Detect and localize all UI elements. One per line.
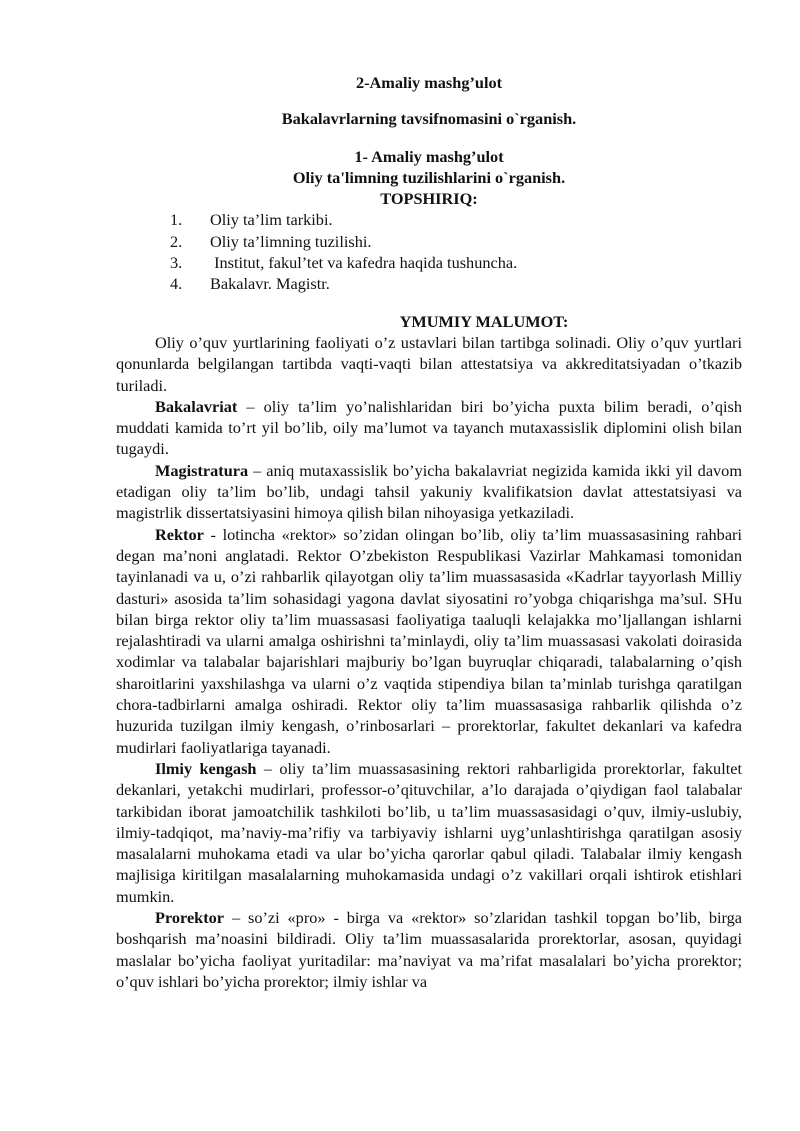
list-item — [116, 231, 742, 252]
lesson-topic: Oliy ta'limning tuzilishlarini o`rganish. — [292, 167, 566, 187]
term: Prorektor — [155, 907, 225, 927]
paragraph-ilmiy-kengash — [116, 758, 742, 907]
task-heading: TOPSHIRIQ: — [380, 189, 478, 209]
document-page — [116, 72, 742, 992]
paragraph-prorektor — [116, 907, 742, 992]
definition: – oliy ta’lim muassasasining rektori rahbarligida prorektorlar, fakultet dekanlari, yetakchi mudirlari, professor-o’qituvchilar, a’lo darajada o’qiydigan faol talabalar tarkibidan iborat jamoatchilik tashkiloti bo’lib, u ta’lim muassasasidagi o’quv, ilmiy-uslubiy, ilmiy-tadqiqot, ma’naviy-ma’rifiy va tarbiyaviy ishlarni uyg’unlashtirishga qaratilgan asosiy masalalarni muhokama etadi va ular bo’yicha qarorlar qabul qiladi. Talabalar ilmiy kengash majlisiga kiritilgan masalalarning muhokamasida undagi o’z vakillari orqali ishtirok etishlari mumkin. — [116, 758, 742, 906]
list-text: Institut, fakul’tet va kafedra haqida tushuncha. — [210, 253, 518, 273]
definition: – so’zi «pro» - birga va «rektor» so’zlaridan tashkil topgan bo’lib, birga boshqarish ma’noasini bildiradi. Oliy ta’lim muassasalarida prorektorlar, asosan, quyidagi maslalar bo’yicha faoliyat yuritadilar: ma’naviyat va ma’rifat masalalari bo’yicha prorektor; o’quv ishlari bo’yicha prorektor; ilmiy ishlar va — [116, 907, 742, 991]
task-list — [116, 209, 742, 294]
paragraph-magistratura — [116, 460, 742, 524]
definition: – aniq mutaxassislik bo’yicha bakalavriat negizida kamida ikki yil davom etadigan oliy ta’lim bo’lib, undagi tahsil yakuniy kvalifikatsion davlat attestatsiyasi va magistrlik dissertatsiyasini himoya qilish bilan nihoyasiga yetkaziladi. — [116, 460, 742, 523]
list-number: 1. — [170, 210, 183, 230]
term: Magistratura — [155, 460, 249, 480]
page-subtitle: Bakalavrlarning tavsifnomasini o`rganish. — [281, 109, 577, 129]
term: Ilmiy kengash — [155, 758, 257, 778]
section-heading: YMUMIY MALUMOT: — [399, 311, 569, 331]
list-text: Oliy ta’limning tuzilishi. — [210, 231, 372, 251]
paragraph-bakalavriat — [116, 396, 742, 460]
term: Rektor — [155, 524, 204, 544]
list-number: 2. — [170, 231, 183, 251]
list-item — [116, 252, 742, 273]
definition: - lotincha «rektor» so’zidan olingan bo’lib, oliy ta’lim muassasasining rahbari degan ma’noni anglatadi. Rektor O’zbekiston Respublikasi Vazirlar Mahkamasi tomonidan tayinlanadi va u, o’zi rahbarlik qilayotgan oliy ta’lim muassasasida «Kadrlar tayyorlash Milliy dasturi» asosida ta’lim sohasidagi yagona davlat siyosatini ro’yobga chiqarishga ma’sul. SHu bilan birga rektor oliy ta’lim muassasasi faoliyatiga taaluqli kelajakka mo’ljallangan ishlarni rejalashtiradi va ularni amalga oshirishni ta’minlaydi, oliy ta’lim muassasasi vakolati doirasida xodimlar va talabalar bajarishlari majburiy bo’lgan buyruqlar chiqaradi, talabalarning o’qish sharoitlarini yaxshilashga va ularni o’z vaqtida stipendiya bilan ta’minlab turishga qaratilgan chora-tadbirlarni amalga oshiradi. Rektor oliy ta’lim muassasasiga rahbarlik qilishda o’z huzurida tuzilgan ilmiy kengash, o’rinbosarlari – prorektorlar, fakultet dekanlari va kafedra mudirlari faoliyatlariga tayanadi. — [116, 524, 742, 757]
list-item — [116, 273, 742, 294]
definition: – oliy ta’lim yo’nalishlaridan biri bo’yicha puxta bilim beradi, o’qish muddati kamida to’rt yil bo’lib, oily ma’lumot va tayanch mutaxassislik diplomini olish bilan tugaydi. — [116, 396, 742, 459]
intro-paragraph: Oliy o’quv yurtlarining faoliyati o’z ustavlari bilan tartibga solinadi. Oliy o’quv yurtlari qonunlarda belgilangan tartibda vaqti-vaqti bilan attestatsiya va akkreditatsiyadan o’tkazib turiladi. — [116, 332, 742, 395]
term: Bakalavriat — [155, 396, 238, 416]
list-number: 3. — [170, 253, 183, 273]
list-text: Oliy ta’lim tarkibi. — [210, 210, 333, 230]
lesson-title: 1- Amaliy mashg’ulot — [354, 146, 504, 166]
page-title: 2-Amaliy mashg’ulot — [355, 73, 503, 92]
list-number: 4. — [170, 274, 183, 294]
list-item — [116, 209, 742, 230]
list-text: Bakalavr. Magistr. — [210, 274, 330, 294]
paragraph-rektor — [116, 524, 742, 758]
